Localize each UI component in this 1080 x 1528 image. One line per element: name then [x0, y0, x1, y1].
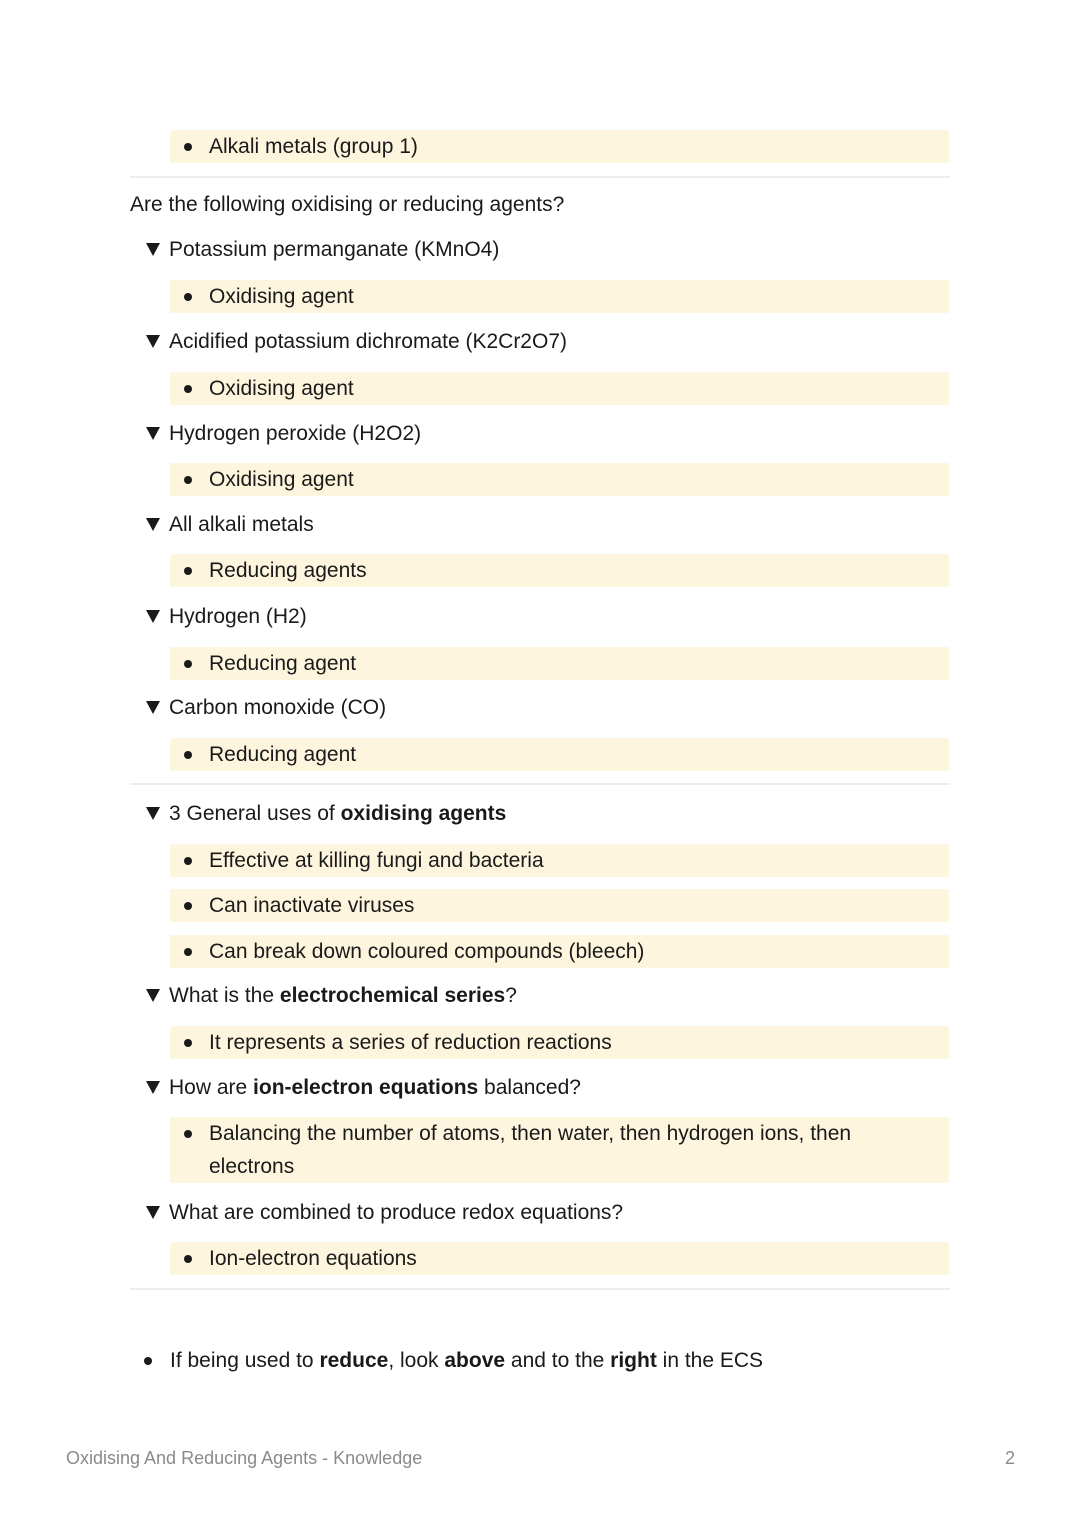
divider — [130, 176, 950, 178]
answer-block — [170, 280, 949, 313]
answer-text-line1: Balancing the number of atoms, then water, then hydrogen ions, then — [209, 1122, 852, 1145]
answer-text: Can break down coloured compounds (bleech) — [209, 940, 645, 963]
page-number: 2 — [1004, 1448, 1015, 1468]
answer-block — [170, 372, 949, 405]
answer-text: It represents a series of reduction reactions — [209, 1031, 612, 1054]
bullet-icon — [184, 143, 192, 151]
bullet-icon — [184, 1255, 192, 1263]
bullet-icon — [184, 857, 192, 865]
answer-text: Reducing agent — [209, 652, 357, 675]
footer-title: Oxidising And Reducing Agents - Knowledge — [66, 1448, 423, 1468]
answer-block — [170, 1242, 949, 1275]
toggle-label: All alkali metals — [169, 513, 314, 536]
toggle-triangle-icon[interactable] — [146, 807, 160, 820]
answer-text: Can inactivate viruses — [209, 894, 415, 917]
bullet-icon — [184, 902, 192, 910]
answer-text: Oxidising agent — [209, 377, 354, 400]
divider — [130, 783, 950, 785]
toggle-label: Potassium permanganate (KMnO4) — [169, 238, 500, 261]
toggle-label: Carbon monoxide (CO) — [169, 696, 387, 719]
toggle-triangle-icon[interactable] — [146, 335, 160, 348]
toggle-label: What is the electrochemical series? — [169, 984, 517, 1007]
answer-block — [170, 844, 949, 877]
answer-text-line2: electrons — [209, 1155, 295, 1178]
bullet-icon — [184, 385, 192, 393]
bullet-icon — [184, 948, 192, 956]
answer-block — [170, 463, 949, 496]
bullet-icon — [184, 751, 192, 759]
divider — [130, 1288, 950, 1290]
answer-block — [170, 1026, 949, 1059]
bullet-icon — [184, 660, 192, 668]
answer-text: Reducing agent — [209, 743, 357, 766]
answer-text: Effective at killing fungi and bacteria — [209, 849, 544, 872]
toggle-triangle-icon[interactable] — [146, 701, 160, 714]
answer-block — [170, 554, 949, 587]
toggle-label: 3 General uses of oxidising agents — [169, 802, 507, 825]
answer-block — [170, 889, 949, 922]
toggle-triangle-icon[interactable] — [146, 1206, 160, 1219]
bullet-icon — [184, 293, 192, 301]
answer-block — [170, 1117, 949, 1183]
list-item-text: If being used to reduce, look above and to the right in the ECS — [170, 1349, 764, 1372]
toggle-label: What are combined to produce redox equations? — [169, 1201, 624, 1224]
toggle-triangle-icon[interactable] — [146, 518, 160, 531]
section-heading: Are the following oxidising or reducing agents? — [130, 193, 565, 216]
answer-text: Alkali metals (group 1) — [209, 135, 418, 158]
toggle-triangle-icon[interactable] — [146, 1081, 160, 1094]
list-item — [130, 1348, 950, 1376]
answer-text: Ion-electron equations — [209, 1247, 417, 1270]
bullet-icon — [184, 476, 192, 484]
answer-block — [170, 130, 949, 163]
toggle-triangle-icon[interactable] — [146, 243, 160, 256]
bullet-icon — [184, 567, 192, 575]
answer-text: Reducing agents — [209, 559, 367, 582]
toggle-triangle-icon[interactable] — [146, 427, 160, 440]
bullet-icon — [184, 1039, 192, 1047]
bullet-icon — [184, 1130, 192, 1138]
answer-text: Oxidising agent — [209, 468, 354, 491]
toggle-label: How are ion-electron equations balanced? — [169, 1076, 581, 1099]
answer-block — [170, 738, 949, 771]
answer-text: Oxidising agent — [209, 285, 354, 308]
toggle-label: Acidified potassium dichromate (K2Cr2O7) — [169, 330, 567, 353]
bullet-icon — [144, 1357, 152, 1365]
toggle-label: Hydrogen peroxide (H2O2) — [169, 422, 422, 445]
answer-block — [170, 935, 949, 968]
toggle-label: Hydrogen (H2) — [169, 605, 307, 628]
toggle-triangle-icon[interactable] — [146, 610, 160, 623]
toggle-triangle-icon[interactable] — [146, 989, 160, 1002]
answer-block — [170, 647, 949, 680]
